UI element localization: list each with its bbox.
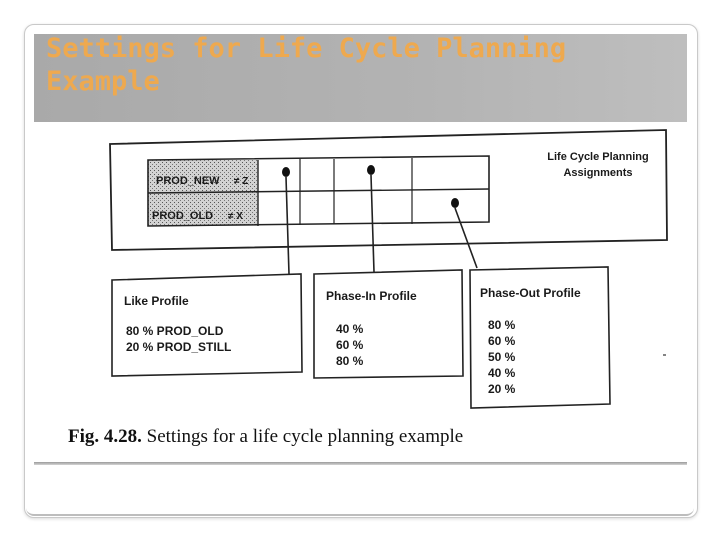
phase-out-value-5: 20 % (488, 382, 516, 396)
like-profile-entry-1: 80 % PROD_OLD (126, 324, 224, 338)
life-cycle-diagram (34, 122, 687, 464)
figure-caption-text: Settings for a life cycle planning example (146, 426, 464, 447)
assignment-table (148, 156, 489, 226)
like-profile-box (112, 274, 302, 376)
phase-out-value-4: 40 % (488, 366, 516, 380)
slide-title-line2: Example (46, 66, 160, 97)
phase-out-profile-box (470, 267, 610, 408)
figure-caption (68, 426, 628, 448)
content-bottom-rule (34, 462, 687, 465)
phase-out-profile-title: Phase-Out Profile (480, 286, 581, 300)
content-area (34, 122, 687, 464)
product-row-prod-old: PROD_OLD (152, 210, 214, 222)
row-marker-old: ≠ X (228, 211, 243, 222)
phase-in-value-2: 60 % (336, 338, 364, 352)
row-marker-new: ≠ Z (234, 176, 249, 187)
pin-phase-in (367, 165, 375, 175)
pin-like-profile (282, 167, 290, 177)
like-profile-title: Like Profile (124, 294, 189, 308)
assignments-label-line2: Assignments (563, 167, 633, 179)
phase-out-value-1: 80 % (488, 318, 516, 332)
like-profile-entry-2: 20 % PROD_STILL (126, 340, 232, 354)
assignments-label-line1: Life Cycle Planning (547, 151, 649, 163)
pin-phase-out (451, 198, 459, 208)
figure-label: Fig. 4.28. (68, 426, 142, 447)
phase-in-value-3: 80 % (336, 354, 364, 368)
slide-frame-edge (26, 508, 694, 516)
phase-out-value-2: 60 % (488, 334, 516, 348)
phase-in-profile-title: Phase-In Profile (326, 289, 417, 303)
phase-in-value-1: 40 % (336, 322, 364, 336)
phase-out-value-3: 50 % (488, 350, 516, 364)
phase-in-profile-box (314, 270, 463, 378)
slide-title (46, 32, 666, 98)
connector-lines (282, 165, 477, 274)
slide-title-line1: Settings for Life Cycle Planning (46, 33, 567, 64)
product-row-prod-new: PROD_NEW (156, 175, 220, 187)
